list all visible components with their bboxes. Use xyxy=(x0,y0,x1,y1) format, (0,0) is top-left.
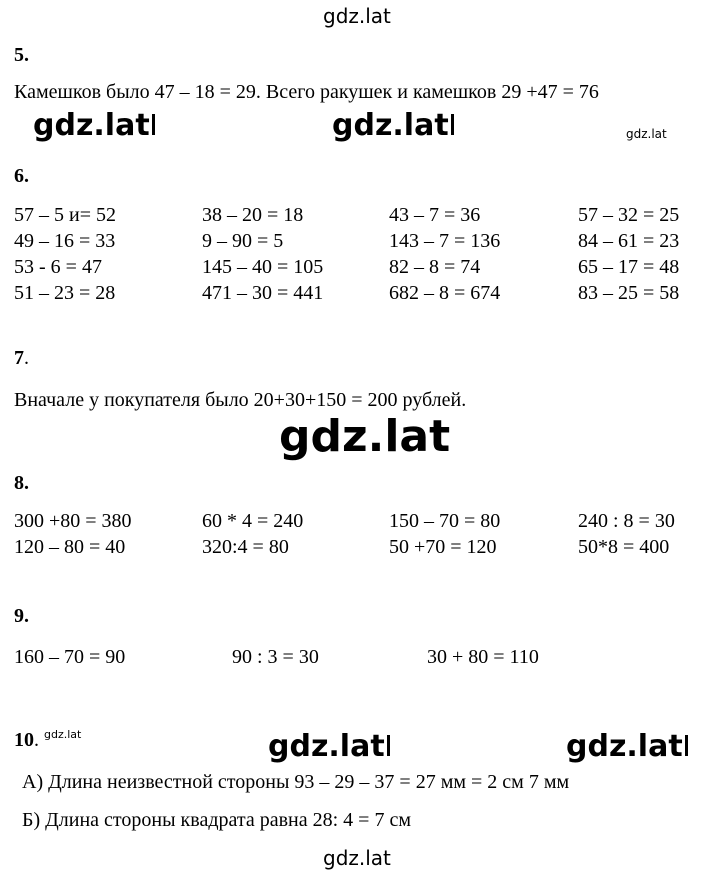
equation: 145 – 40 = 105 xyxy=(202,256,324,278)
equation: 82 – 8 = 74 xyxy=(389,256,481,278)
exercise-10-part-a: А) Длина неизвестной стороны 93 – 29 – 37 = 27 мм = 2 см 7 мм xyxy=(22,771,570,793)
equation: 83 – 25 = 58 xyxy=(578,282,680,304)
equation: 471 – 30 = 441 xyxy=(202,282,324,304)
equation: 30 + 80 = 110 xyxy=(427,646,539,668)
exercise-10-part-b: Б) Длина стороны квадрата равна 28: 4 = 7 см xyxy=(22,809,411,831)
equation: 90 : 3 = 30 xyxy=(232,646,319,668)
equation: 300 +80 = 380 xyxy=(14,510,132,532)
equation: 682 – 8 = 674 xyxy=(389,282,501,304)
equation: 60 * 4 = 240 xyxy=(202,510,304,532)
equation: 53 - 6 = 47 xyxy=(14,256,102,278)
exercise-10-number: 10. xyxy=(14,729,39,751)
exercise-6-number: 6. xyxy=(14,165,29,187)
watermark-row10-right: gdz.lat xyxy=(566,729,688,764)
equation: 84 – 61 = 23 xyxy=(578,230,680,252)
equation: 50*8 = 400 xyxy=(578,536,670,558)
watermark-center-big: gdz.lat xyxy=(279,411,451,462)
equation: 57 – 5 и= 52 xyxy=(14,204,116,226)
equation: 9 – 90 = 5 xyxy=(202,230,284,252)
equation: 49 – 16 = 33 xyxy=(14,230,116,252)
equation: 143 – 7 = 136 xyxy=(389,230,501,252)
equation: 38 – 20 = 18 xyxy=(202,204,304,226)
exercise-7-number: 7. xyxy=(14,347,29,369)
watermark-ex10-tiny: gdz.lat xyxy=(44,728,82,741)
equation: 320:4 = 80 xyxy=(202,536,289,558)
exercise-8-number: 8. xyxy=(14,472,29,494)
watermark-row1-right: gdz.lat xyxy=(626,127,667,141)
equation: 43 – 7 = 36 xyxy=(389,204,481,226)
watermark-bottom: gdz.lat xyxy=(323,846,391,870)
equation: 150 – 70 = 80 xyxy=(389,510,501,532)
watermark-row10-mid: gdz.lat xyxy=(268,729,390,764)
exercise-7-text: Вначале у покупателя было 20+30+150 = 200 рублей. xyxy=(14,389,467,411)
exercise-5-text: Камешков было 47 – 18 = 29. Всего ракушек и камешков 29 +47 = 76 xyxy=(14,81,599,103)
watermark-row1-mid: gdz.lat xyxy=(332,108,454,143)
equation: 160 – 70 = 90 xyxy=(14,646,126,668)
exercise-9-number: 9. xyxy=(14,605,29,627)
watermark-row1-left: gdz.lat xyxy=(33,108,155,143)
equation: 57 – 32 = 25 xyxy=(578,204,680,226)
exercise-5-number: 5. xyxy=(14,44,29,66)
equation: 120 – 80 = 40 xyxy=(14,536,126,558)
equation: 65 – 17 = 48 xyxy=(578,256,680,278)
equation: 51 – 23 = 28 xyxy=(14,282,116,304)
equation: 240 : 8 = 30 xyxy=(578,510,675,532)
watermark-top: gdz.lat xyxy=(323,4,391,28)
equation: 50 +70 = 120 xyxy=(389,536,497,558)
